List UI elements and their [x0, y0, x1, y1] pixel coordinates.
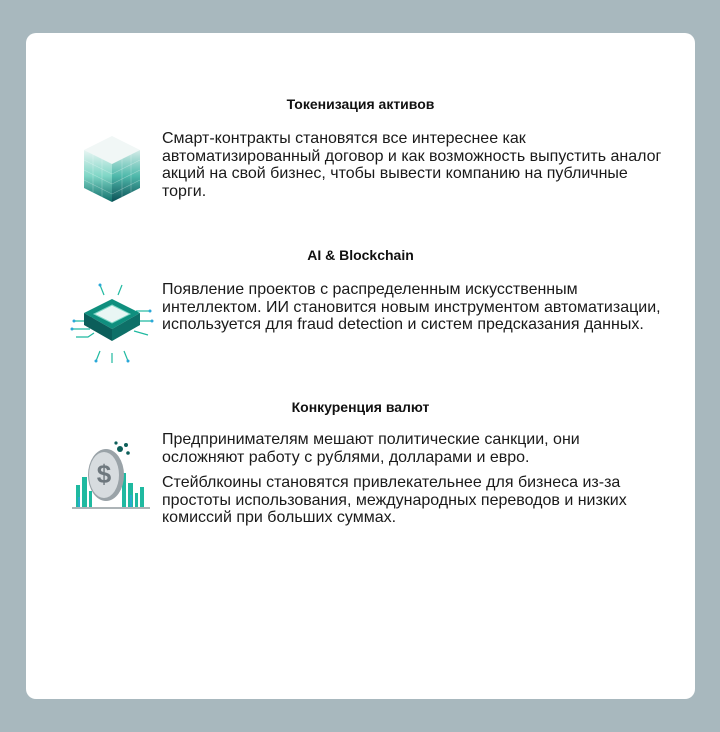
svg-text:$: $: [96, 459, 112, 489]
section-title: Токенизация активов: [286, 96, 435, 112]
content-card: [26, 33, 695, 699]
dollar-coin-icon: [70, 433, 154, 517]
section-paragraph: Предпринимателям мешают политические санкции, они осложняют работу с рублями, долларами и евро.: [162, 431, 580, 466]
section-title: Конкуренция валют: [291, 399, 430, 415]
section-body: [162, 130, 662, 208]
cube-icon: [70, 130, 154, 214]
chip-icon: [70, 281, 154, 365]
section-paragraph: Появление проектов с распределенным искусственным интеллектом. ИИ становится новым инструментом автоматизации, используется для fraud detection и систем предсказания данных.: [162, 281, 661, 333]
section-body: [162, 431, 662, 535]
section-body: [162, 281, 662, 342]
section-title: AI & Blockchain: [307, 247, 414, 263]
section-paragraph: Смарт-контракты становятся все интереснее как автоматизированный договор и как возможность выпустить аналог акций на свой бизнес, чтобы вывести компанию на публичные торги.: [162, 130, 662, 200]
section-paragraph: Стейблкоины становятся привлекательнее для бизнеса из-за простоты использования, международных переводов и низких комиссий при больших суммах.: [162, 474, 627, 526]
